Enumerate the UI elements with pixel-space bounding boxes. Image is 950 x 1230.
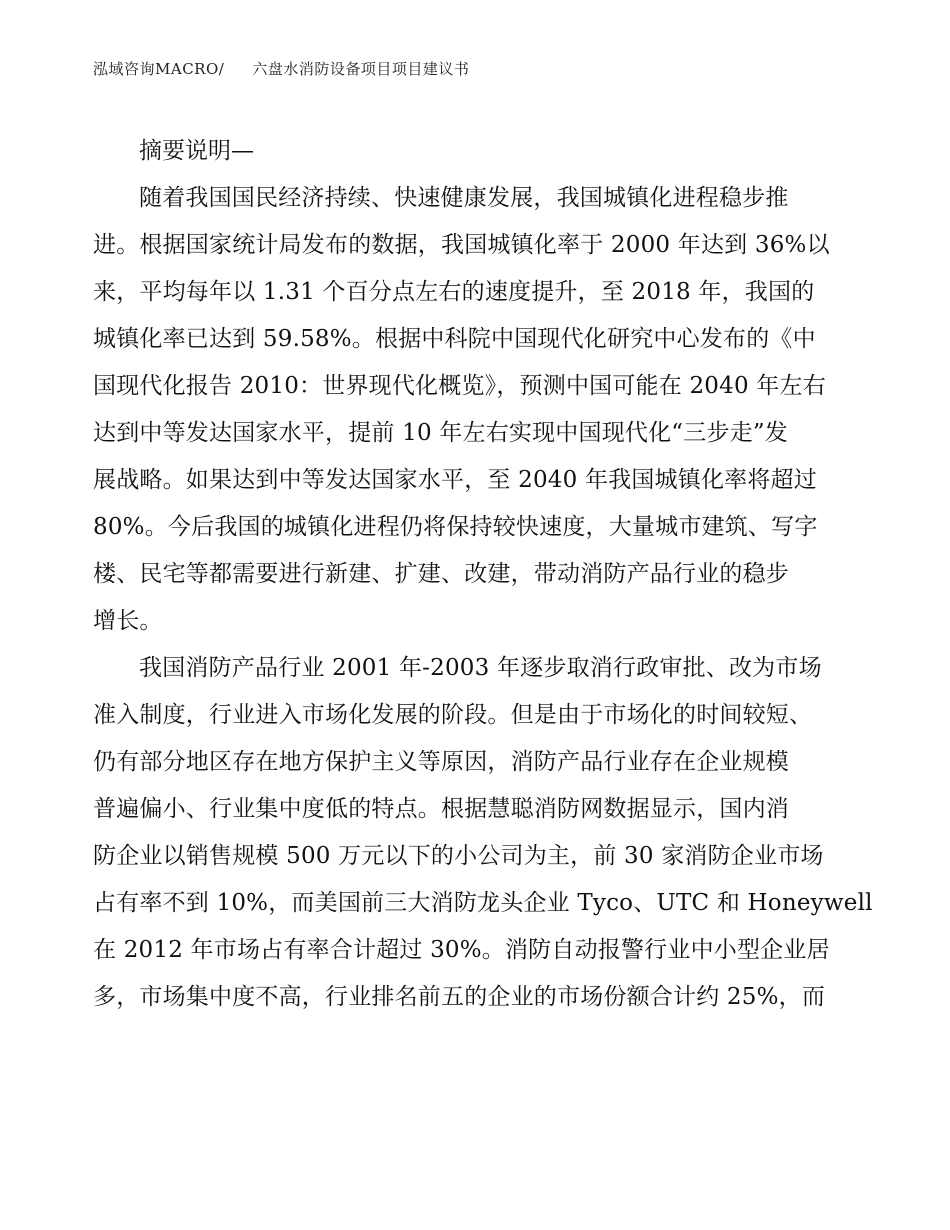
paragraph-line: 进。根据国家统计局发布的数据，我国城镇化率于 2000 年达到 36%以 [93, 232, 830, 258]
paragraph-line: 增长。 [93, 608, 163, 634]
paragraph-line: 防企业以销售规模 500 万元以下的小公司为主，前 30 家消防企业市场 [93, 843, 824, 869]
paragraph-line: 来，平均每年以 1.31 个百分点左右的速度提升，至 2018 年，我国的 [93, 279, 815, 305]
paragraph-line: 在 2012 年市场占有率合计超过 30%。消防自动报警行业中小型企业居 [93, 937, 830, 963]
paragraph-line: 城镇化率已达到 59.58%。根据中科院中国现代化研究中心发布的《中 [93, 326, 816, 352]
document-body [93, 128, 873, 1021]
paragraph-line: 占有率不到 10%，而美国前三大消防龙头企业 Tyco、UTC 和 Honeywell [93, 890, 873, 916]
paragraph-line: 楼、民宅等都需要进行新建、扩建、改建，带动消防产品行业的稳步 [93, 561, 789, 587]
paragraph-line: 随着我国国民经济持续、快速健康发展，我国城镇化进程稳步推 [139, 185, 789, 211]
paragraph-line: 多，市场集中度不高，行业排名前五的企业的市场份额合计约 25%，而 [93, 984, 826, 1010]
paragraph-line: 国现代化报告 2010：世界现代化概览》，预测中国可能在 2040 年左右 [93, 373, 826, 399]
paragraph-line: 达到中等发达国家水平，提前 10 年左右实现中国现代化“三步走”发 [93, 420, 789, 446]
page-header [93, 58, 469, 79]
paragraph-line: 展战略。如果达到中等发达国家水平，至 2040 年我国城镇化率将超过 [93, 467, 817, 493]
paragraph-line: 我国消防产品行业 2001 年-2003 年逐步取消行政审批、改为市场 [139, 655, 822, 681]
header-company: 泓域咨询MACRO/ [93, 60, 225, 78]
paragraph-line: 准入制度，行业进入市场化发展的阶段。但是由于市场化的时间较短、 [93, 702, 813, 728]
paragraph-line: 仍有部分地区存在地方保护主义等原因，消防产品行业存在企业规模 [93, 749, 789, 775]
paragraph-2 [93, 645, 873, 1021]
paragraph-line: 80%。今后我国的城镇化进程仍将保持较快速度，大量城市建筑、写字 [93, 514, 818, 540]
section-title: 摘要说明— [139, 138, 254, 164]
paragraph-line: 普遍偏小、行业集中度低的特点。根据慧聪消防网数据显示，国内消 [93, 796, 789, 822]
header-doc-title: 六盘水消防设备项目项目建议书 [252, 60, 470, 78]
paragraph-1 [93, 175, 863, 645]
